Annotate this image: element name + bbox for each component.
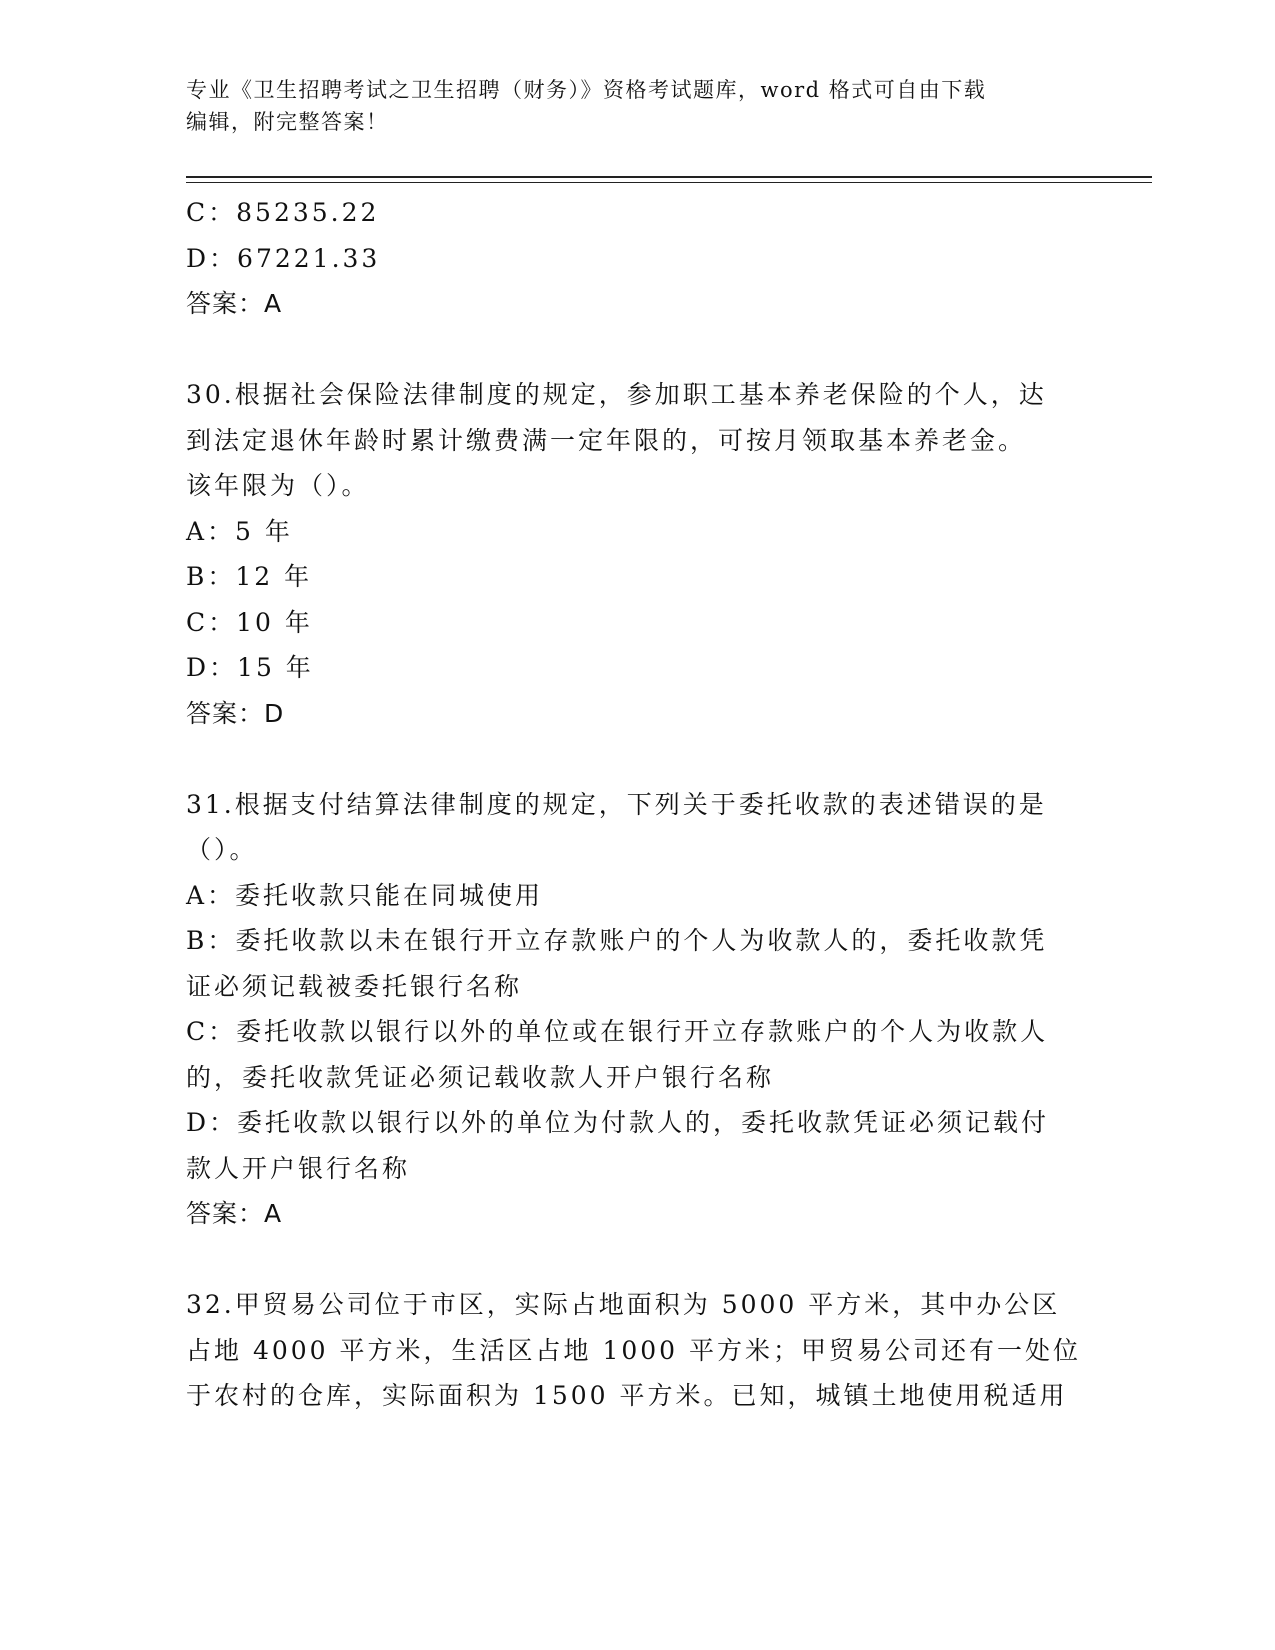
question-stem-line: 该年限为（）。 bbox=[186, 471, 370, 500]
spacer bbox=[186, 736, 1086, 782]
option-b-continued: 证必须记载被委托银行名称 bbox=[186, 971, 523, 1001]
option-c: C：85235.22 bbox=[186, 198, 380, 227]
option-d: D：15 年 bbox=[186, 653, 314, 682]
option-c: C：委托收款以银行以外的单位或在银行开立存款账户的个人为收款人 bbox=[186, 1017, 1049, 1046]
option-d: D：委托收款以银行以外的单位为付款人的，委托收款凭证必须记载付 bbox=[186, 1108, 1050, 1137]
option-d: D：67221.33 bbox=[186, 243, 381, 273]
question-32 bbox=[186, 1282, 1086, 1419]
option-d-continued: 款人开户银行名称 bbox=[186, 1153, 411, 1183]
answer: 答案：A bbox=[186, 1199, 283, 1228]
option-c-continued: 的，委托收款凭证必须记载收款人开户银行名称 bbox=[186, 1062, 775, 1092]
header-line-2: 编辑，附完整答案！ bbox=[186, 110, 389, 134]
question-stem-line: 30.根据社会保险法律制度的规定，参加职工基本养老保险的个人，达 bbox=[186, 380, 1047, 409]
option-b: B：委托收款以未在银行开立存款账户的个人为收款人的，委托收款凭 bbox=[186, 926, 1048, 955]
question-30 bbox=[186, 372, 1086, 736]
header-divider-thin bbox=[186, 182, 1152, 183]
question-stem-line: （）。 bbox=[186, 835, 258, 864]
answer: 答案：A bbox=[186, 289, 283, 318]
spacer bbox=[186, 1237, 1086, 1283]
question-stem-line: 31.根据支付结算法律制度的规定，下列关于委托收款的表述错误的是 bbox=[186, 789, 1047, 819]
header-divider bbox=[186, 176, 1152, 178]
spacer bbox=[186, 327, 1086, 373]
answer: 答案：D bbox=[186, 698, 285, 728]
option-c: C：10 年 bbox=[186, 607, 313, 637]
question-stem-line: 于农村的仓库，实际面积为 1500 平方米。已知，城镇土地使用税适用 bbox=[186, 1381, 1068, 1410]
option-b: B：12 年 bbox=[186, 562, 313, 591]
option-a: A：委托收款只能在同城使用 bbox=[186, 880, 544, 910]
question-31 bbox=[186, 782, 1086, 1237]
question-content bbox=[186, 190, 1086, 1419]
previous-question-tail bbox=[186, 190, 1086, 327]
question-stem-line: 到法定退休年龄时累计缴费满一定年限的，可按月领取基本养老金。 bbox=[186, 425, 1027, 455]
page-header bbox=[186, 74, 1066, 138]
question-stem-line: 32.甲贸易公司位于市区，实际占地面积为 5000 平方米，其中办公区 bbox=[186, 1290, 1061, 1319]
header-line-1: 专业《卫生招聘考试之卫生招聘（财务）》资格考试题库，word 格式可自由下载 bbox=[186, 78, 987, 102]
question-stem-line: 占地 4000 平方米，生活区占地 1000 平方米；甲贸易公司还有一处位 bbox=[186, 1335, 1082, 1365]
option-a: A：5 年 bbox=[186, 516, 293, 546]
